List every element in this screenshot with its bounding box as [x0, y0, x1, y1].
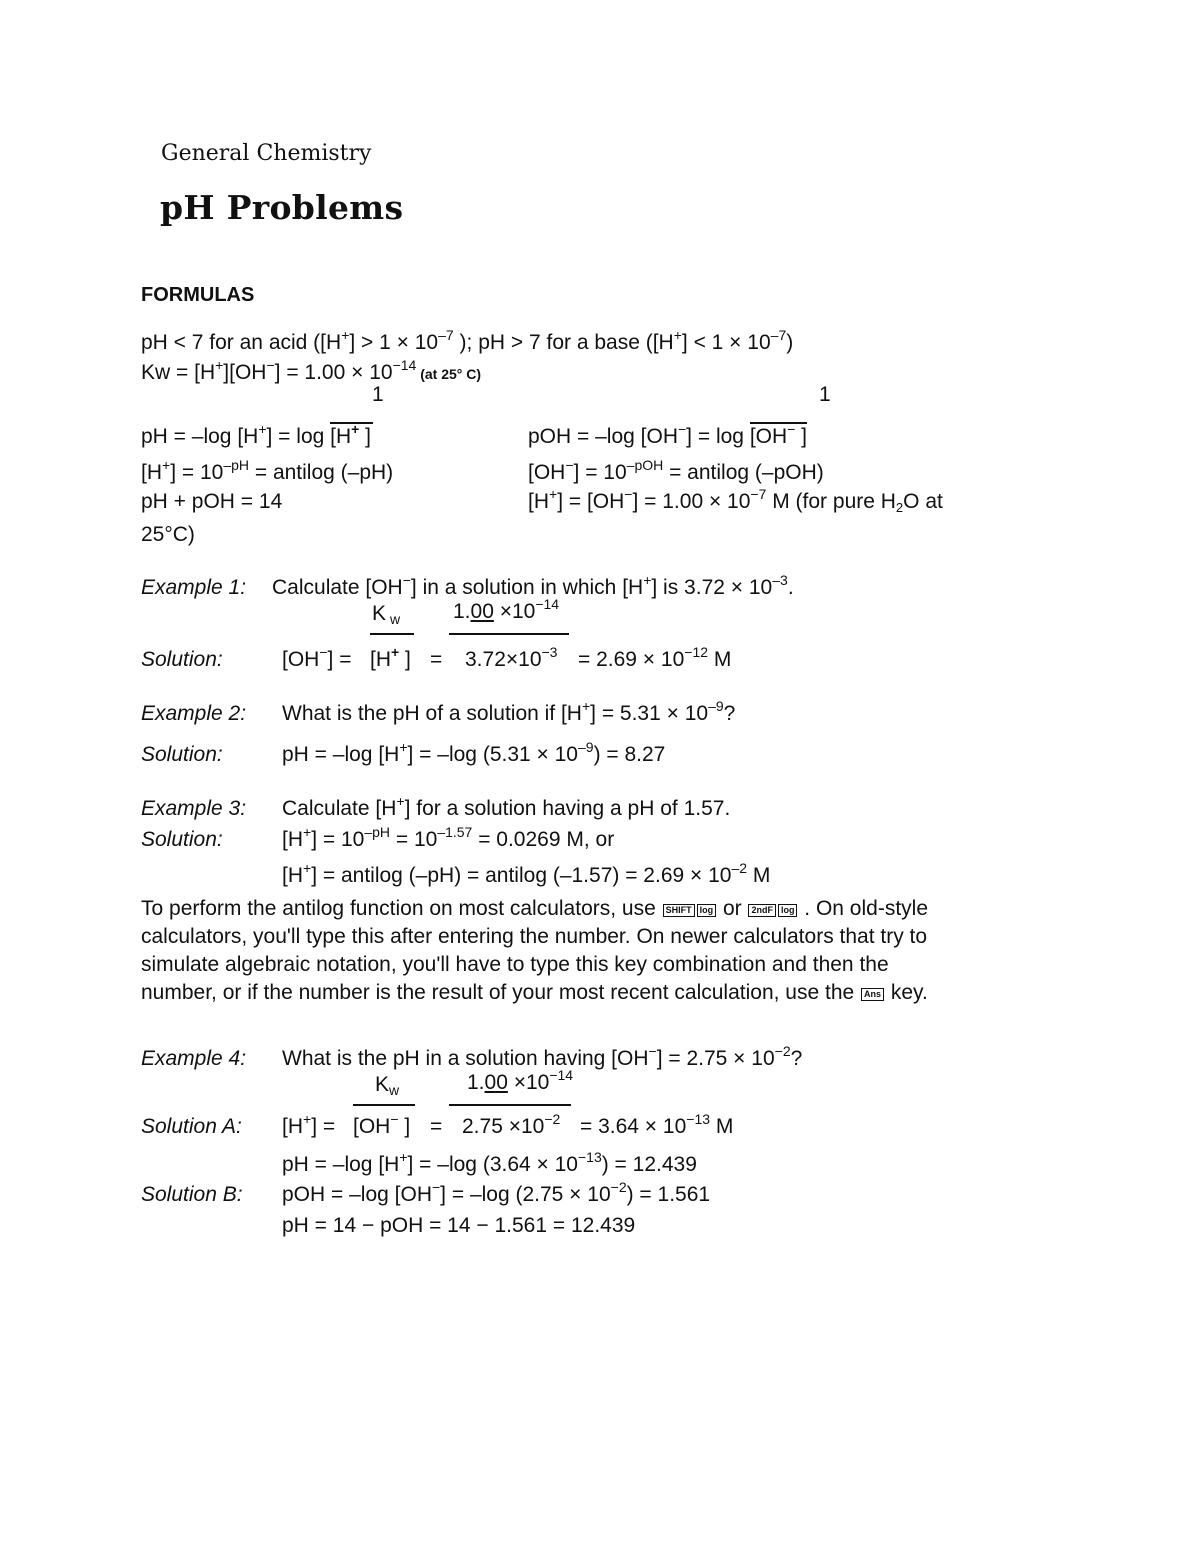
calculator-note-line1: To perform the antilog function on most calculators, use SHIFT log or 2ndF log . On old-style: [141, 897, 929, 920]
section-heading: FORMULAS: [141, 284, 255, 306]
example4-equals: =: [430, 1115, 443, 1138]
formula-poh-definition: pOH = –log [OH−] = log [OH− ]: [528, 421, 808, 448]
example1-denominator-2: $3.72\times 10^{-3}$: [465, 644, 558, 671]
formula-kw: $Kw = [H^+][OH^-] = 1.00 \times 10^{-14}$ (at 25° C): [141, 357, 482, 384]
log-key-icon: log: [697, 904, 717, 917]
example4-solution-a: [H+] =: [282, 1111, 336, 1138]
example2-solution-label: Solution:: [141, 743, 223, 766]
formula-acid-base: pH < 7 for an acid ($[H^+] > 1 \times 10^{-7}$ ); pH > 7 for a base $([H^+] < 1 \times 10^{-7})$: [141, 327, 794, 354]
page-title: pH Problems: [160, 188, 404, 227]
example3-question: Calculate [H+] for a solution having a pH of 1.57.: [282, 793, 731, 820]
example4-label: Example 4:: [141, 1047, 247, 1070]
2ndf-key-icon: 2ndF: [748, 904, 776, 917]
example1-label: Example 1:: [141, 576, 247, 599]
example1-equals: =: [430, 648, 443, 671]
example4-solution-b-line1: pOH = –log [OH−] = –log $(2.75 \times 10^{-2}) = 1.561$: [282, 1179, 711, 1206]
example3-solution-label: Solution:: [141, 828, 223, 851]
ph-fraction-numerator: 1: [372, 383, 384, 406]
formula-temperature: 25°C): [141, 523, 195, 546]
example4-numerator: $1.00 \times 10^{-14}$: [467, 1067, 574, 1094]
example4-solution-b-line2: pH = 14 − pOH = 14 − 1.561 = 12.439: [282, 1214, 636, 1237]
course-name: General Chemistry: [161, 141, 372, 166]
ans-key-icon: Ans: [861, 988, 884, 1001]
calculator-note-line3: simulate algebraic notation, you'll have to type this key combination and then the: [141, 953, 889, 976]
example2-question: What is the pH of a solution if $[H^+] = 5.31 \times 10^{-9}$?: [282, 698, 736, 725]
example3-solution-line2: [H+] = antilog (–pH) = antilog $(-1.57) = 2.69 \times 10^{-2}$ M: [282, 860, 771, 887]
example4-kw-numerator: $K_w$: [375, 1073, 400, 1098]
example4-fraction-bar-1: [353, 1104, 415, 1106]
formula-h-antilog: $[H^+] = 10^{-pH}$ = antilog (–pH): [141, 457, 394, 484]
example1-fraction-bar-2: [449, 633, 569, 635]
example1-denominator-1: [H+ ]: [370, 644, 411, 671]
example4-denominator-1: [OH− ]: [353, 1111, 411, 1138]
example4-fraction-bar-2: [449, 1104, 571, 1106]
example2-label: Example 2:: [141, 702, 247, 725]
example4-result: = $3.64 \times 10^{-13}$ M: [580, 1111, 734, 1138]
example3-label: Example 3:: [141, 797, 247, 820]
calculator-note-line2: calculators, you'll type this after entering the number. On newer calculators that try to: [141, 925, 928, 948]
log-key-icon-2: log: [778, 904, 798, 917]
example4-denominator-2: $2.75 \times 10^{-2}$: [462, 1111, 561, 1138]
example1-result: = $2.69 \times 10^{-12}$ M: [578, 644, 732, 671]
example4-solution-a-label: Solution A:: [141, 1115, 242, 1138]
example4-solution-b-label: Solution B:: [141, 1183, 243, 1206]
example1-solution: [OH−] =: [282, 644, 352, 671]
example1-solution-label: Solution:: [141, 648, 223, 671]
example1-numerator: $1.00 \times 10^{-14}$: [453, 596, 560, 623]
example1-kw-numerator: K $_w$: [372, 602, 401, 627]
formula-ph-definition: pH = –log [H+] = log [H+ ]: [141, 421, 372, 448]
example3-solution-line1: $[H^+] = 10^{-pH} = 10^{-1.57} = 0.0269$ M, or: [282, 824, 615, 851]
formula-pure-water: $[H^+] = [OH^-] = 1.00 \times 10^{-7}$ M (for pure $H_2O$ at: [528, 486, 943, 515]
poh-fraction-numerator: 1: [819, 383, 831, 406]
example1-fraction-bar-1: [370, 633, 414, 635]
calculator-note-line4: number, or if the number is the result of your most recent calculation, use the Ans key.: [141, 981, 928, 1004]
formula-ph-sum: pH + pOH = 14: [141, 490, 283, 513]
shift-key-icon: SHIFT: [663, 904, 695, 917]
example1-question: Calculate [OH−] in a solution in which [H+] is $3.72 \times 10^{-3}$.: [272, 572, 794, 599]
formula-oh-antilog: $[OH^-] = 10^{-pOH}$ = antilog (–pOH): [528, 457, 824, 484]
example4-question: What is the pH in a solution having $[OH^-] = 2.75 \times 10^{-2}$?: [282, 1043, 803, 1070]
example2-solution: pH = –log [H+] = –log $(5.31 \times 10^{-9}) = 8.27$: [282, 739, 666, 766]
example4-solution-a-line2: pH = –log [H+] = –log $(3.64 \times 10^{-13}) = 12.439$: [282, 1149, 697, 1176]
